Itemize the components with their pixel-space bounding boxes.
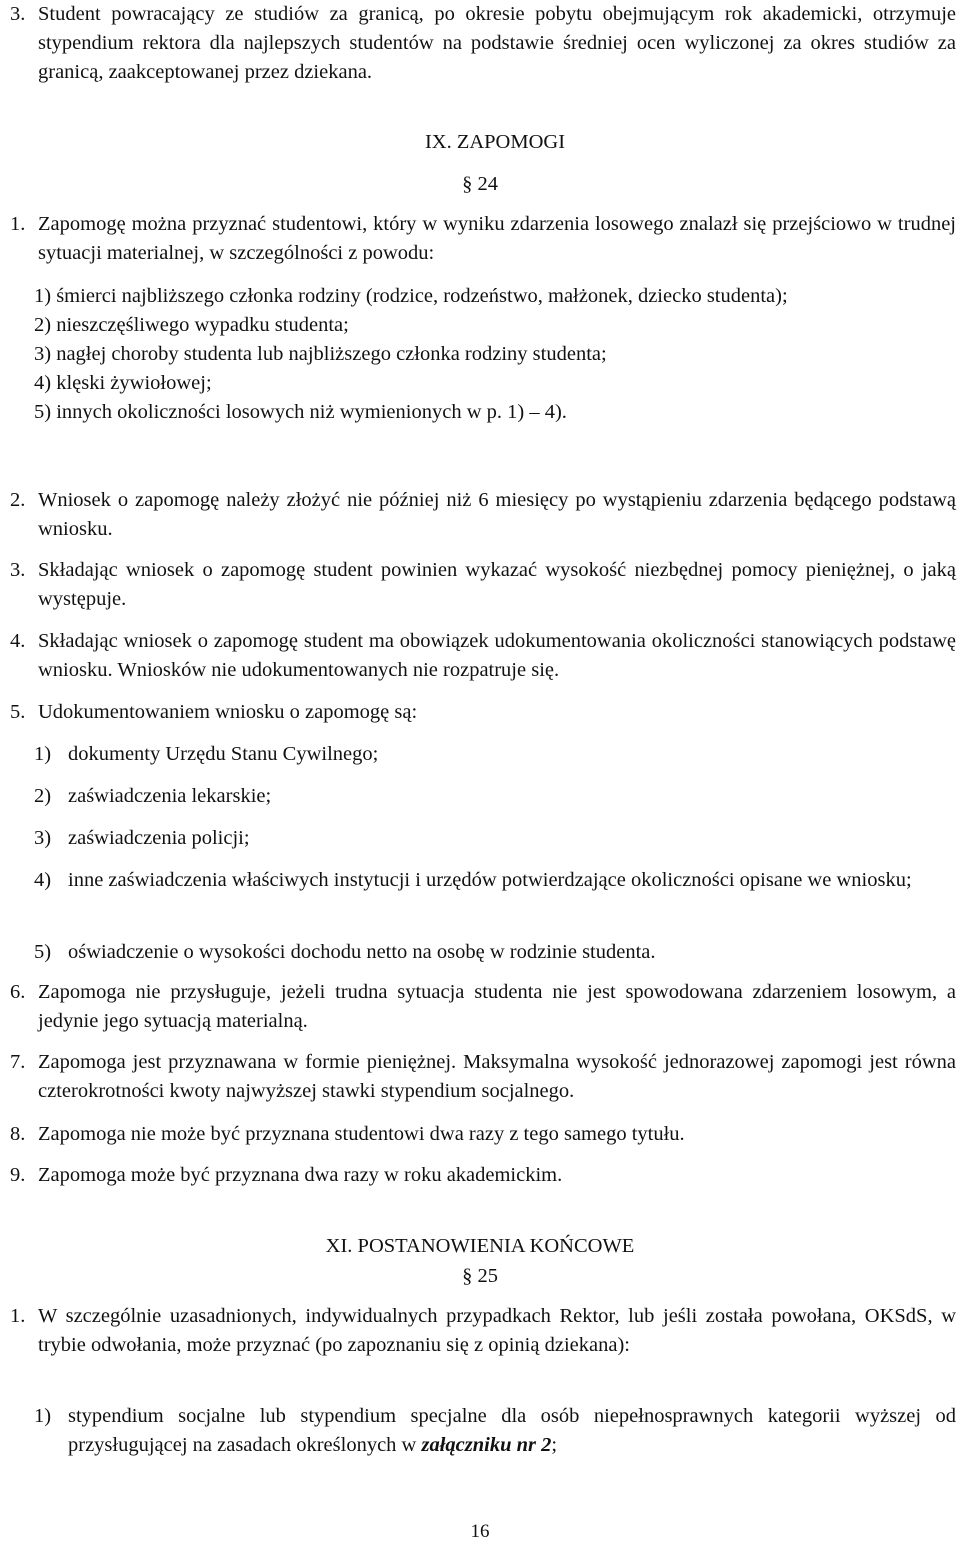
list-item [10, 556, 956, 614]
item-text: Składając wniosek o zapomogę student powinien wykazać wysokość niezbędnej pomocy pieniężnej, o jaką występuje. [38, 559, 956, 610]
sub-item-number: 5) [34, 401, 52, 423]
list-item [10, 1048, 956, 1106]
sub-list-item [34, 866, 956, 938]
item-number: 3. [10, 559, 26, 581]
sub-list-item [34, 340, 956, 369]
item-number: 1. [10, 213, 26, 235]
list-item [10, 698, 956, 727]
sub-item-number: 2) [34, 785, 52, 807]
sub-item-text: nieszczęśliwego wypadku studenta; [56, 314, 349, 336]
item-text: Zapomoga nie może być przyznana studentowi dwa razy z tego samego tytułu. [38, 1123, 685, 1145]
item-number: 8. [10, 1123, 26, 1145]
list-item [10, 1161, 956, 1190]
sub-item-number: 4) [34, 869, 52, 891]
sub-item-text: dokumenty Urzędu Stanu Cywilnego; [68, 743, 379, 765]
sub-item-text: nagłej choroby studenta lub najbliższego członka rodziny studenta; [56, 343, 607, 365]
sub-list-item [34, 824, 956, 866]
item-number: 7. [10, 1051, 26, 1073]
paragraph-mark: § 25 [462, 1265, 498, 1287]
list-item [10, 210, 956, 268]
sub-list-item [34, 282, 956, 311]
sub-item-text: stypendium socjalne lub stypendium specjalne dla osób niepełnosprawnych kategorii wyższej od przysługującej na zasadach określonych w [68, 1405, 956, 1456]
sub-list-item [34, 311, 956, 340]
item-text: Udokumentowaniem wniosku o zapomogę są: [38, 701, 418, 723]
sub-item-text: innych okoliczności losowych niż wymienionych w p. 1) – 4). [56, 401, 567, 423]
attachment-reference: załączniku nr 2 [421, 1434, 552, 1456]
sub-list-item [34, 369, 956, 398]
paragraph-mark: § 24 [462, 173, 498, 195]
item-number: 2. [10, 489, 26, 511]
sub-item-number: 5) [34, 941, 52, 963]
item-number: 1. [10, 1305, 26, 1327]
item-text: Zapomoga może być przyznana dwa razy w roku akademickim. [38, 1164, 563, 1186]
sub-list-item [34, 740, 956, 782]
item-number: 9. [10, 1164, 26, 1186]
sub-item-number: 1) [34, 743, 52, 765]
item-text: Student powracający ze studiów za granicą, po okresie pobytu obejmującym rok akademicki, otrzymuje stypendium rektora dla najlepszych studentów na podstawie średniej ocen wyliczonej za okres studiów za granicą, zaakceptowanej przez dziekana. [38, 3, 956, 83]
item-text: Wniosek o zapomogę należy złożyć nie później niż 6 miesięcy po wystąpieniu zdarzenia będącego podstawą wniosku. [38, 489, 956, 540]
sub-item-text: śmierci najbliższego członka rodziny (rodzice, rodzeństwo, małżonek, dziecko studenta); [56, 285, 788, 307]
sub-list-item [34, 782, 956, 824]
sub-item-number: 4) [34, 372, 52, 394]
chapter-title: IX. ZAPOMOGI [424, 131, 566, 153]
page-number: 16 [470, 1521, 490, 1542]
item-text: Zapomogę można przyznać studentowi, który w wyniku zdarzenia losowego znalazł się przejściowo w trudnej sytuacji materialnej, w szczególności z powodu: [38, 213, 956, 264]
sub-item-text: zaświadczenia lekarskie; [68, 785, 272, 807]
item-text: W szczególnie uzasadnionych, indywidualnych przypadkach Rektor, lub jeśli została powołana, OKSdS, w trybie odwołania, może przyznać (po zapoznaniu się z opinią dziekana): [38, 1305, 956, 1356]
sub-list [34, 282, 956, 427]
sub-item-number: 2) [34, 314, 52, 336]
sub-item-number: 3) [34, 827, 52, 849]
item-text: Składając wniosek o zapomogę student ma obowiązek udokumentowania okoliczności stanowiących podstawę wniosku. Wniosków nie udokumentowanych nie rozpatruje się. [38, 630, 956, 681]
sub-item-text: klęski żywiołowej; [56, 372, 212, 394]
sub-item-tail: ; [551, 1434, 558, 1456]
list-item [10, 978, 956, 1036]
sub-item-text: inne zaświadczenia właściwych instytucji i urzędów potwierdzające okoliczności opisane we wniosku; [68, 869, 912, 891]
sub-item-number: 3) [34, 343, 52, 365]
item-text: Zapomoga jest przyznawana w formie pieniężnej. Maksymalna wysokość jednorazowej zapomogi jest równa czterokrotności kwoty najwyższej stawki stypendium socjalnego. [38, 1051, 956, 1102]
item-number: 6. [10, 981, 26, 1003]
list-item [10, 486, 956, 544]
item-number: 4. [10, 630, 26, 652]
item-text: Zapomoga nie przysługuje, jeżeli trudna sytuacja studenta nie jest spowodowana zdarzeniem losowym, a jedynie jego sytuacją materialną. [38, 981, 956, 1032]
sub-item-text: zaświadczenia policji; [68, 827, 250, 849]
list-item [10, 627, 956, 685]
sub-list-item [34, 398, 956, 427]
list-item [10, 1120, 956, 1149]
list-item [10, 1302, 956, 1360]
item-number: 3. [10, 3, 26, 25]
sub-list [34, 740, 956, 967]
list-item [10, 0, 956, 87]
sub-list-item [34, 1402, 956, 1460]
sub-item-number: 1) [34, 1405, 52, 1427]
sub-list-item [34, 938, 956, 967]
sub-item-number: 1) [34, 285, 52, 307]
chapter-title: XI. POSTANOWIENIA KOŃCOWE [325, 1235, 635, 1257]
sub-item-text: oświadczenie o wysokości dochodu netto na osobę w rodzinie studenta. [68, 941, 656, 963]
item-number: 5. [10, 701, 26, 723]
